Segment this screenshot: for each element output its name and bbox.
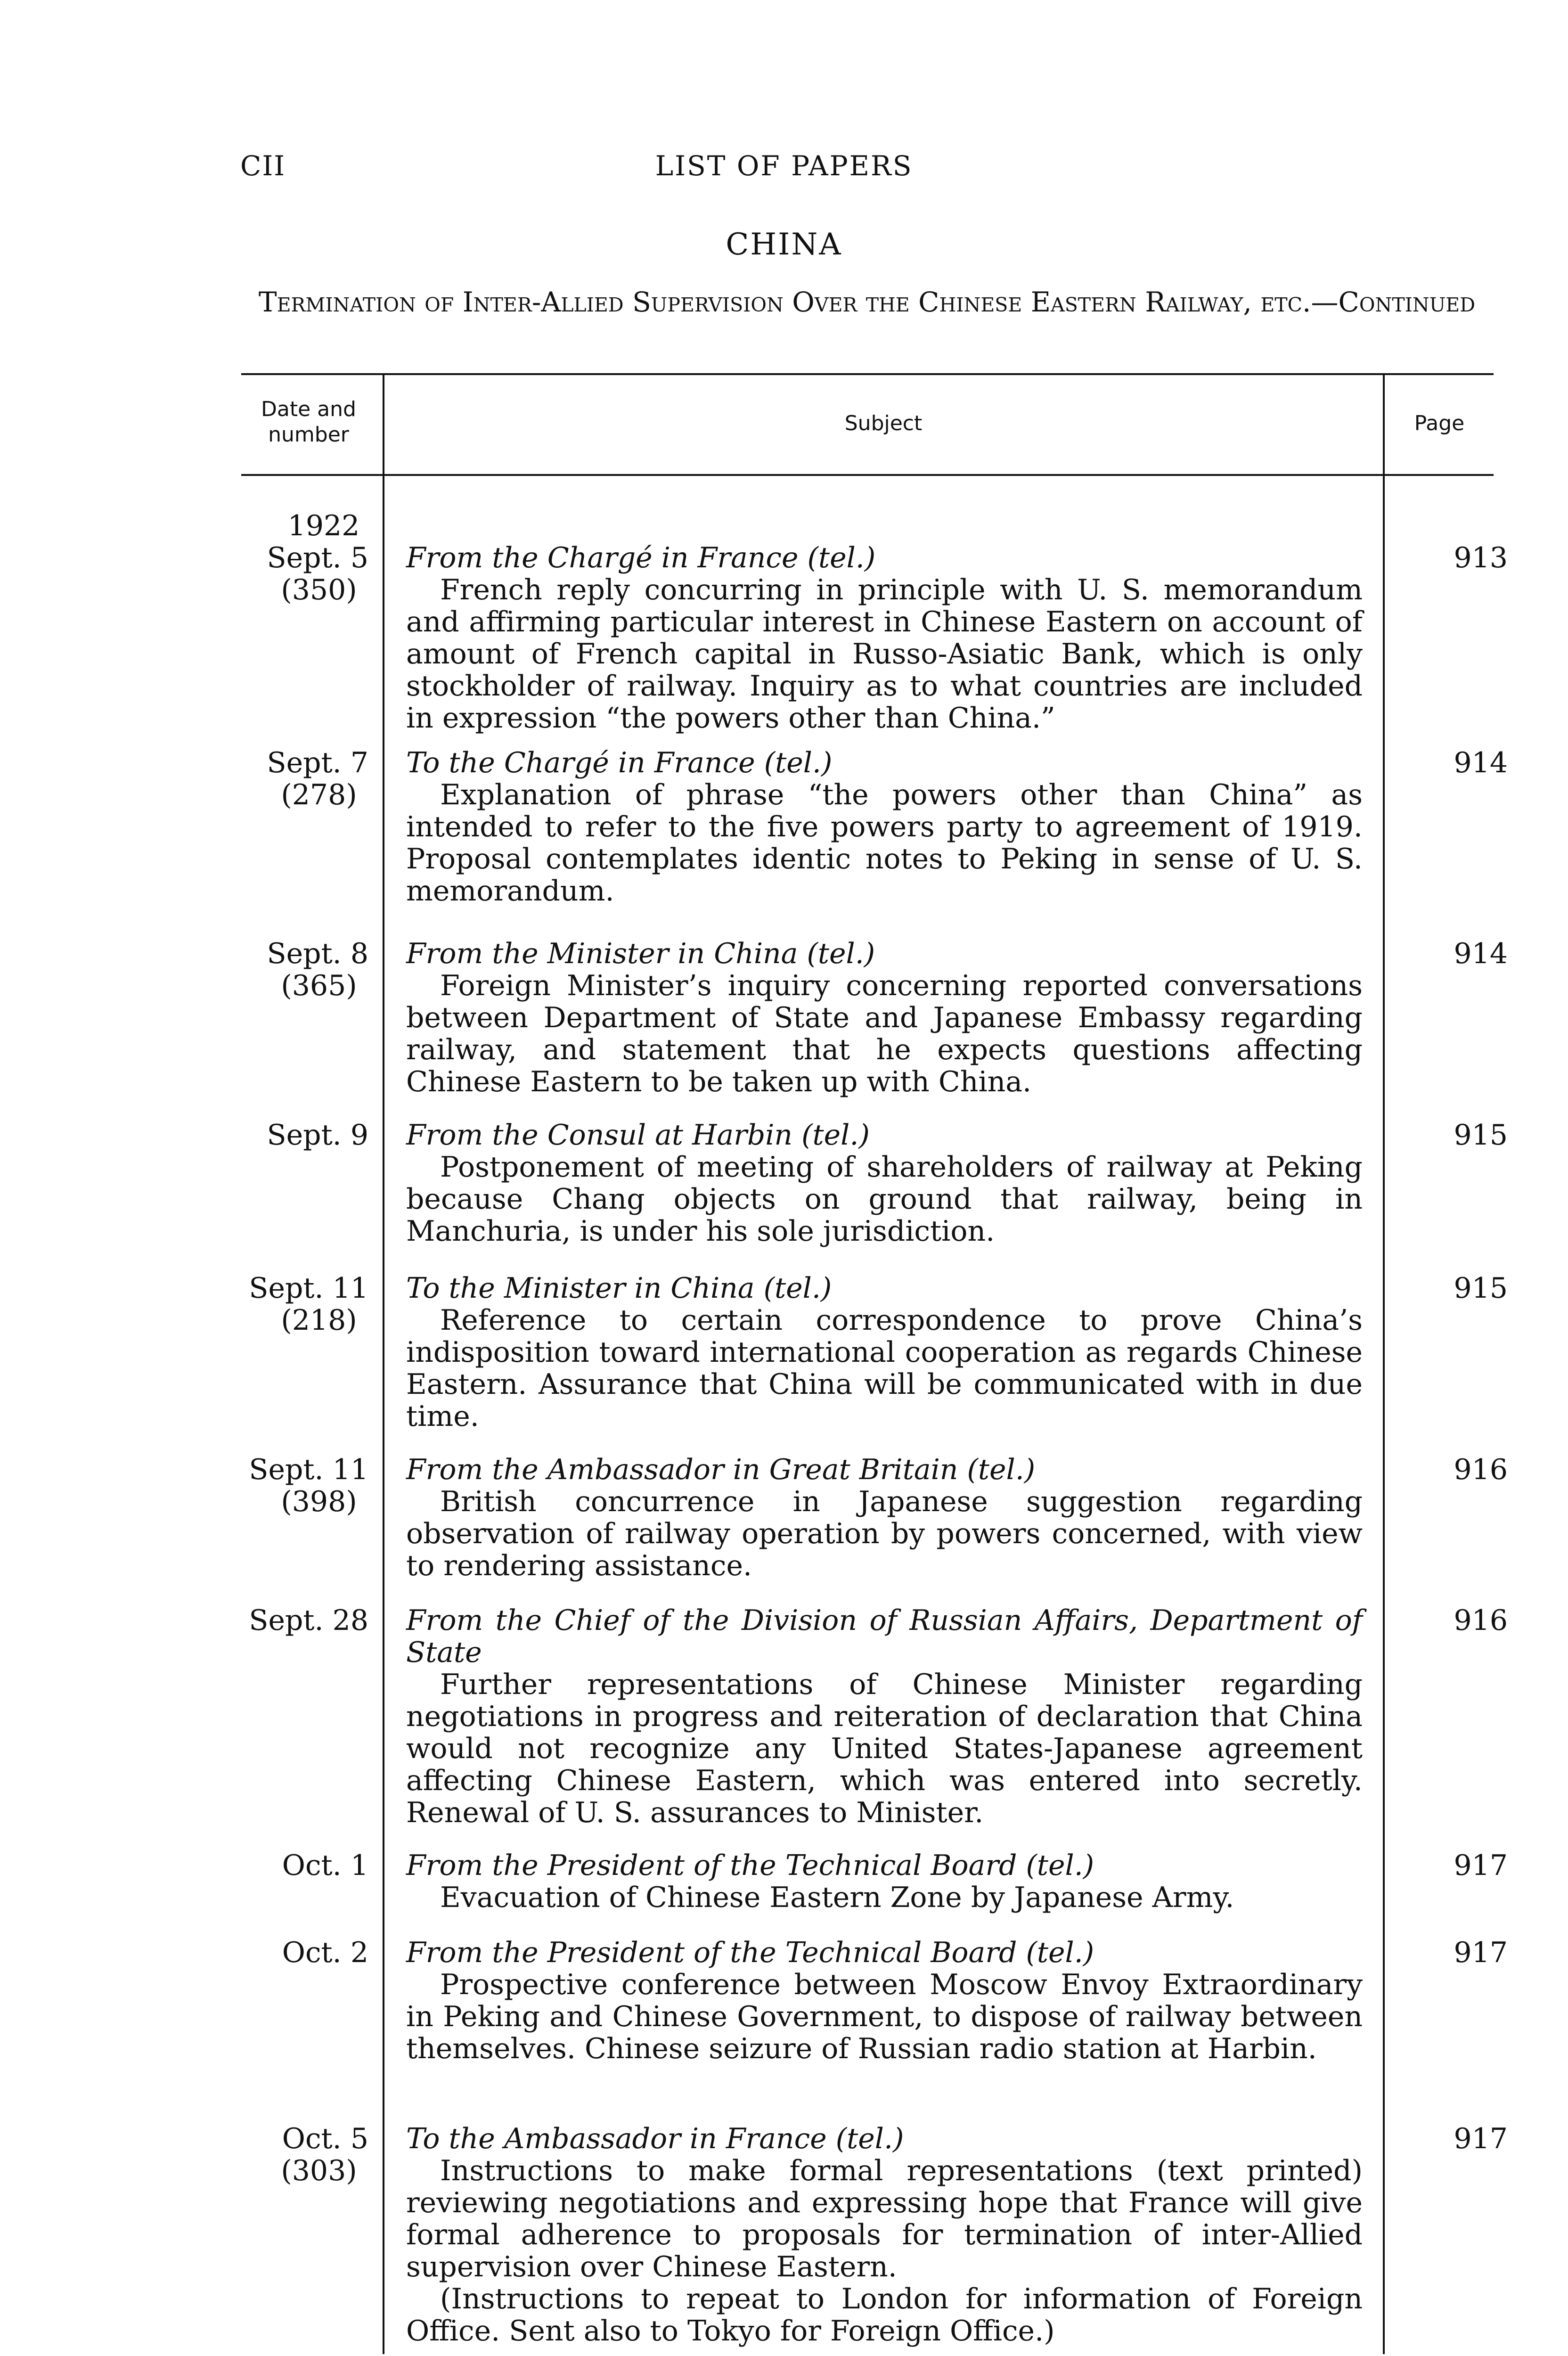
running-title: LIST OF PAPERS — [655, 150, 913, 182]
row-date-text: Sept. 9 — [267, 1119, 368, 1152]
section-title: CHINA — [726, 227, 842, 262]
row-summary: Further representations of Chinese Minister regarding negotiations in progress and reiteration of declaration that China would not recognize any United States-Japanese agreement affecting Chinese Eastern, which was entered into secretly. Renewal of U. S. assurances to Minister. — [406, 1668, 1363, 1829]
row-subject — [406, 1454, 1363, 1582]
row-source: From the Minister in China (tel.) — [406, 937, 875, 970]
page-column-divider — [1383, 375, 1385, 2354]
row-subject — [406, 1937, 1363, 2065]
row-date — [241, 747, 368, 811]
row-date-text: Oct. 2 — [282, 1936, 368, 1969]
row-source: From the President of the Technical Board (tel.) — [406, 1936, 1094, 1969]
column-header-page: Page — [1414, 411, 1465, 435]
row-page: 917 — [1454, 1849, 1508, 1882]
row-document-number: (303) — [281, 2154, 357, 2187]
year-label: 1922 — [287, 509, 360, 542]
row-subject — [406, 1849, 1363, 1914]
row-page: 914 — [1454, 937, 1508, 970]
row-subject — [406, 1272, 1363, 1432]
row-summary: Explanation of phrase “the powers other than China” as intended to refer to the five powers party to agreement of 1919. Proposal contemplates identic notes to Peking in sense of U. S. memorandum. — [406, 778, 1363, 908]
date-column-divider — [383, 375, 384, 2354]
row-source: To the Ambassador in France (tel.) — [406, 2122, 904, 2155]
row-date — [241, 1272, 368, 1336]
subsection-title: Termination of Inter-Allied Supervision Over the Chinese Eastern Railway, etc.—Continued — [258, 286, 1476, 318]
row-page: 915 — [1454, 1272, 1508, 1305]
row-document-number: (398) — [281, 1485, 357, 1518]
row-page: 915 — [1454, 1119, 1508, 1152]
row-document-number: (365) — [281, 969, 357, 1002]
row-summary: Prospective conference between Moscow Envoy Extraordinary in Peking and Chinese Government, to dispose of railway between themselves. Chinese seizure of Russian radio station at Harbin. — [406, 1968, 1363, 2065]
row-date-text: Oct. 1 — [282, 1849, 368, 1882]
table-top-rule — [241, 373, 1494, 375]
row-source: To the Minister in China (tel.) — [406, 1272, 832, 1305]
page-number: CII — [240, 150, 286, 182]
row-date — [241, 542, 368, 606]
column-header-date: Date and number — [261, 397, 356, 447]
row-date-text: Sept. 5 — [267, 541, 368, 574]
row-date — [241, 1119, 368, 1151]
row-subject — [406, 747, 1363, 907]
row-subject — [406, 1604, 1363, 1829]
running-head — [0, 150, 1568, 188]
column-header-subject: Subject — [844, 411, 923, 435]
row-source: From the President of the Technical Board (tel.) — [406, 1849, 1094, 1882]
row-date — [241, 938, 368, 1002]
row-date-text: Sept. 7 — [267, 746, 368, 779]
row-page: 913 — [1454, 541, 1508, 574]
row-page: 916 — [1454, 1453, 1508, 1486]
row-summary: Evacuation of Chinese Eastern Zone by Japanese Army. — [440, 1881, 1234, 1914]
row-summary: Instructions to make formal representations (text printed) reviewing negotiations and expressing hope that France will give formal adherence to proposals for termination of inter-Allied supervision over Chinese Eastern. — [406, 2154, 1363, 2283]
row-summary: Postponement of meeting of shareholders of railway at Peking because Chang objects on ground that railway, being in Manchuria, is under his sole jurisdiction. — [406, 1151, 1363, 1248]
row-source: From the Ambassador in Great Britain (tel.) — [406, 1453, 1036, 1486]
table-header-rule — [241, 474, 1494, 476]
row-page: 917 — [1454, 2122, 1508, 2155]
row-summary: (Instructions to repeat to London for information of Foreign Office. Sent also to Tokyo for Foreign Office.) — [406, 2282, 1363, 2348]
row-date — [241, 1604, 368, 1636]
row-date-text: Sept. 11 — [249, 1453, 368, 1486]
row-date — [241, 1937, 368, 1969]
row-date — [241, 1454, 368, 1518]
row-source: From the Chief of the Division of Russian Affairs, Department of State — [406, 1604, 1363, 1669]
row-date-text: Oct. 5 — [282, 2122, 368, 2155]
row-source: From the Consul at Harbin (tel.) — [406, 1119, 870, 1152]
row-subject — [406, 542, 1363, 734]
row-page: 917 — [1454, 1936, 1508, 1969]
row-document-number: (218) — [281, 1304, 357, 1337]
row-date-text: Sept. 11 — [249, 1272, 368, 1305]
row-document-number: (278) — [281, 778, 357, 811]
row-summary: Foreign Minister’s inquiry concerning reported conversations between Department of State and Japanese Embassy regarding railway, and statement that he expects questions affecting Chinese Eastern to be taken up with China. — [406, 969, 1363, 1098]
row-date — [241, 2123, 368, 2187]
row-page: 916 — [1454, 1604, 1508, 1637]
row-page: 914 — [1454, 746, 1508, 779]
row-date — [241, 1849, 368, 1882]
row-date-text: Sept. 28 — [249, 1604, 368, 1637]
row-summary: British concurrence in Japanese suggestion regarding observation of railway operation by powers concerned, with view to rendering assistance. — [406, 1485, 1363, 1582]
row-source: To the Chargé in France (tel.) — [406, 746, 833, 779]
row-subject — [406, 938, 1363, 1098]
row-date-text: Sept. 8 — [267, 937, 368, 970]
row-summary: French reply concurring in principle with U. S. memorandum and affirming particular interest in Chinese Eastern on account of amount of French capital in Russo-Asiatic Bank, which is only stockholder of railway. Inquiry as to what countries are included in expression “the powers other than China.” — [406, 573, 1363, 735]
row-subject — [406, 2123, 1363, 2347]
row-summary: Reference to certain correspondence to prove China’s indisposition toward international cooperation as regards Chinese Eastern. Assurance that China will be communicated with in due time. — [406, 1304, 1363, 1433]
row-source: From the Chargé in France (tel.) — [406, 541, 876, 574]
row-subject — [406, 1119, 1363, 1247]
row-document-number: (350) — [281, 573, 357, 606]
